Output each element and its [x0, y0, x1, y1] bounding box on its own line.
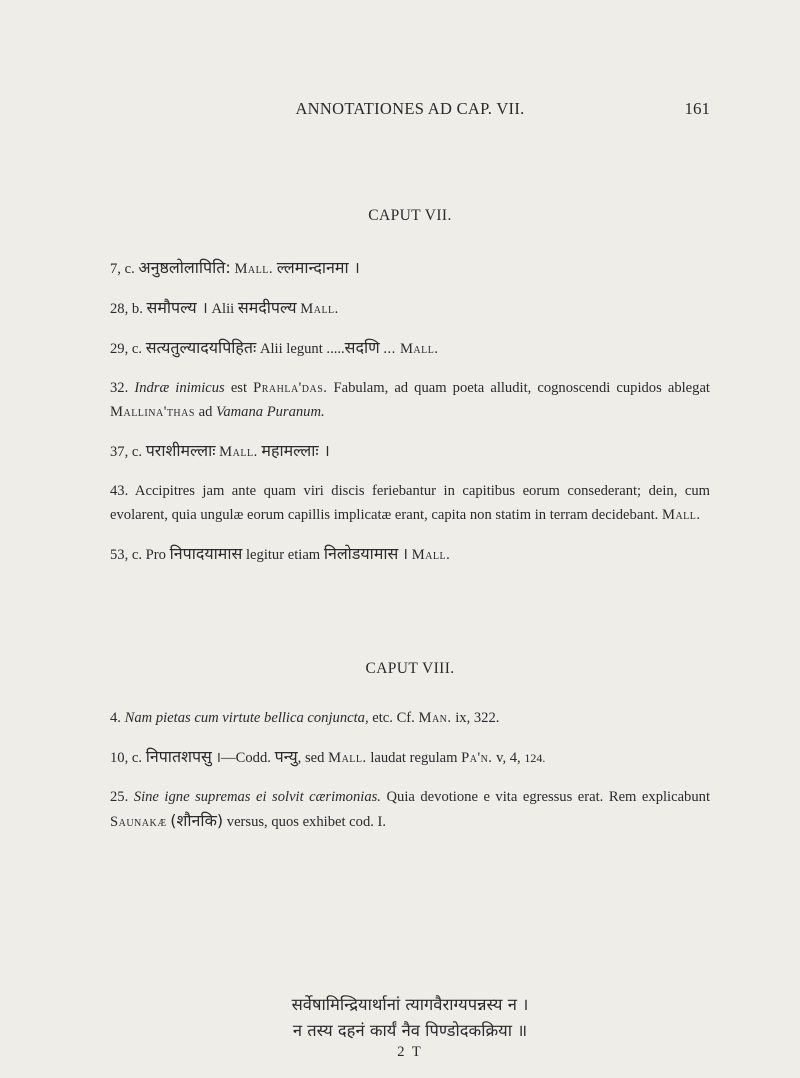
note-text-italic: Sine igne supremas ei solvit cærimonias. [133, 789, 381, 805]
abbrev-mall: Mall. [328, 750, 367, 766]
page-number: 161 [684, 99, 710, 118]
note-43 [110, 479, 710, 527]
note-text: ।—Codd. [215, 750, 271, 766]
sanskrit-text: अनुष्ठलोलापिति: [138, 258, 231, 277]
note-text: versus, quos exhibet cod. I. [226, 814, 387, 830]
proper-name: Saunakæ [110, 814, 167, 830]
note-ref: 28, b. [110, 301, 143, 317]
chapter-vii-notes [110, 256, 710, 582]
note-text: , sed [297, 750, 325, 766]
abbrev-mall: Mall. [300, 301, 339, 317]
note-10 [110, 745, 710, 770]
note-text: etc. Cf. [372, 710, 415, 726]
chapter-viii-notes [110, 706, 710, 849]
note-text: Alii legunt ..... [259, 341, 345, 357]
abbrev-man: Man. [418, 710, 452, 726]
sanskrit-text: महामल्लाः । [261, 441, 330, 460]
abbrev-mall: ... Mall. [383, 341, 439, 357]
note-29 [110, 336, 710, 361]
note-25 [110, 785, 710, 834]
note-ref: 7, c. [110, 261, 135, 277]
abbrev-mall: Mall. [411, 547, 451, 563]
verse-line-1: सर्वेषामिन्द्रियार्थानां त्यागवैराग्यपन्नस्य न । [291, 995, 529, 1014]
note-text: 32. [110, 380, 129, 396]
note-ref: 4. [110, 710, 121, 726]
note-text: 43. Accipitres jam ante quam viri discis feriebantur in capitibus eorum consederant; dein, cum evolarent, quia ungulæ eorum capillis implicatæ erant, capita non statim in terram decidebant. [110, 483, 710, 523]
note-ref: 10, c. [110, 750, 143, 766]
sanskrit-text: सदणि [344, 338, 380, 357]
note-53 [110, 542, 710, 567]
sanskrit-text: समदीपल्य [237, 298, 297, 317]
sanskrit-text: निलोडयामास [323, 544, 399, 563]
sanskrit-text: निपातशपसु [145, 747, 212, 766]
abbrev-mall: Mall. [661, 507, 701, 523]
proper-name: Prahla'das. [253, 380, 328, 396]
note-ref: 37, c. [110, 444, 143, 460]
note-text: ix, 322. [455, 710, 500, 726]
danda-mark: । [402, 544, 409, 563]
sanskrit-text: सत्यतुल्यादयपिहितः [145, 338, 257, 357]
abbrev-mall: Mall. [219, 444, 258, 460]
chapter-heading-viii: CAPUT VIII. [365, 660, 455, 677]
note-37 [110, 439, 710, 464]
note-ref: 25. [110, 789, 129, 805]
note-ref: 29, c. [110, 341, 143, 357]
note-ref: 53, c. Pro [110, 547, 166, 563]
running-title: ANNOTATIONES AD CAP. VII. [295, 99, 525, 118]
sanskrit-text: पन्यु [274, 747, 298, 766]
sanskrit-text: निपादयामास [169, 544, 243, 563]
abbrev-mall: Mall. [234, 261, 274, 277]
signature-mark: 2 T [397, 1044, 423, 1060]
verse-line-2: न तस्य दहनं कार्यं नैव पिण्डोदकक्रिया ॥ [292, 1021, 528, 1040]
note-7 [110, 256, 710, 281]
note-4 [110, 706, 710, 730]
note-text: est [230, 380, 248, 396]
sanskrit-text: (शौनकि) [170, 811, 224, 830]
abbrev-pan: Pa'n. [461, 750, 493, 766]
note-text-italic: Indræ inimicus [134, 380, 225, 396]
note-text: Alii [211, 301, 235, 317]
note-32 [110, 376, 710, 424]
sanskrit-text: पराशीमल्लाः [145, 441, 216, 460]
note-28 [110, 296, 710, 321]
note-text: legitur etiam [245, 547, 321, 563]
note-text: Quia devotione e vita egressus erat. Rem explicabunt [386, 789, 711, 805]
note-text: Fabulam, ad quam poeta alludit, cognoscendi cupidos ablegat [333, 380, 710, 396]
proper-name: Mallina'thas [110, 404, 195, 420]
sanskrit-text: समौपल्य । [146, 298, 208, 317]
note-text-italic: Nam pietas cum virtute bellica conjuncta, [124, 710, 369, 726]
note-text: 124. [524, 751, 546, 765]
note-text: laudat regulam [370, 750, 458, 766]
note-text: ad [198, 404, 213, 420]
sanskrit-text: ल्लमान्दानमा । [276, 258, 360, 277]
note-text: v, 4, [496, 750, 521, 766]
chapter-heading-vii: CAPUT VII. [368, 207, 452, 224]
running-head [110, 99, 710, 127]
note-text-italic: Vamana Puranum. [216, 404, 325, 420]
